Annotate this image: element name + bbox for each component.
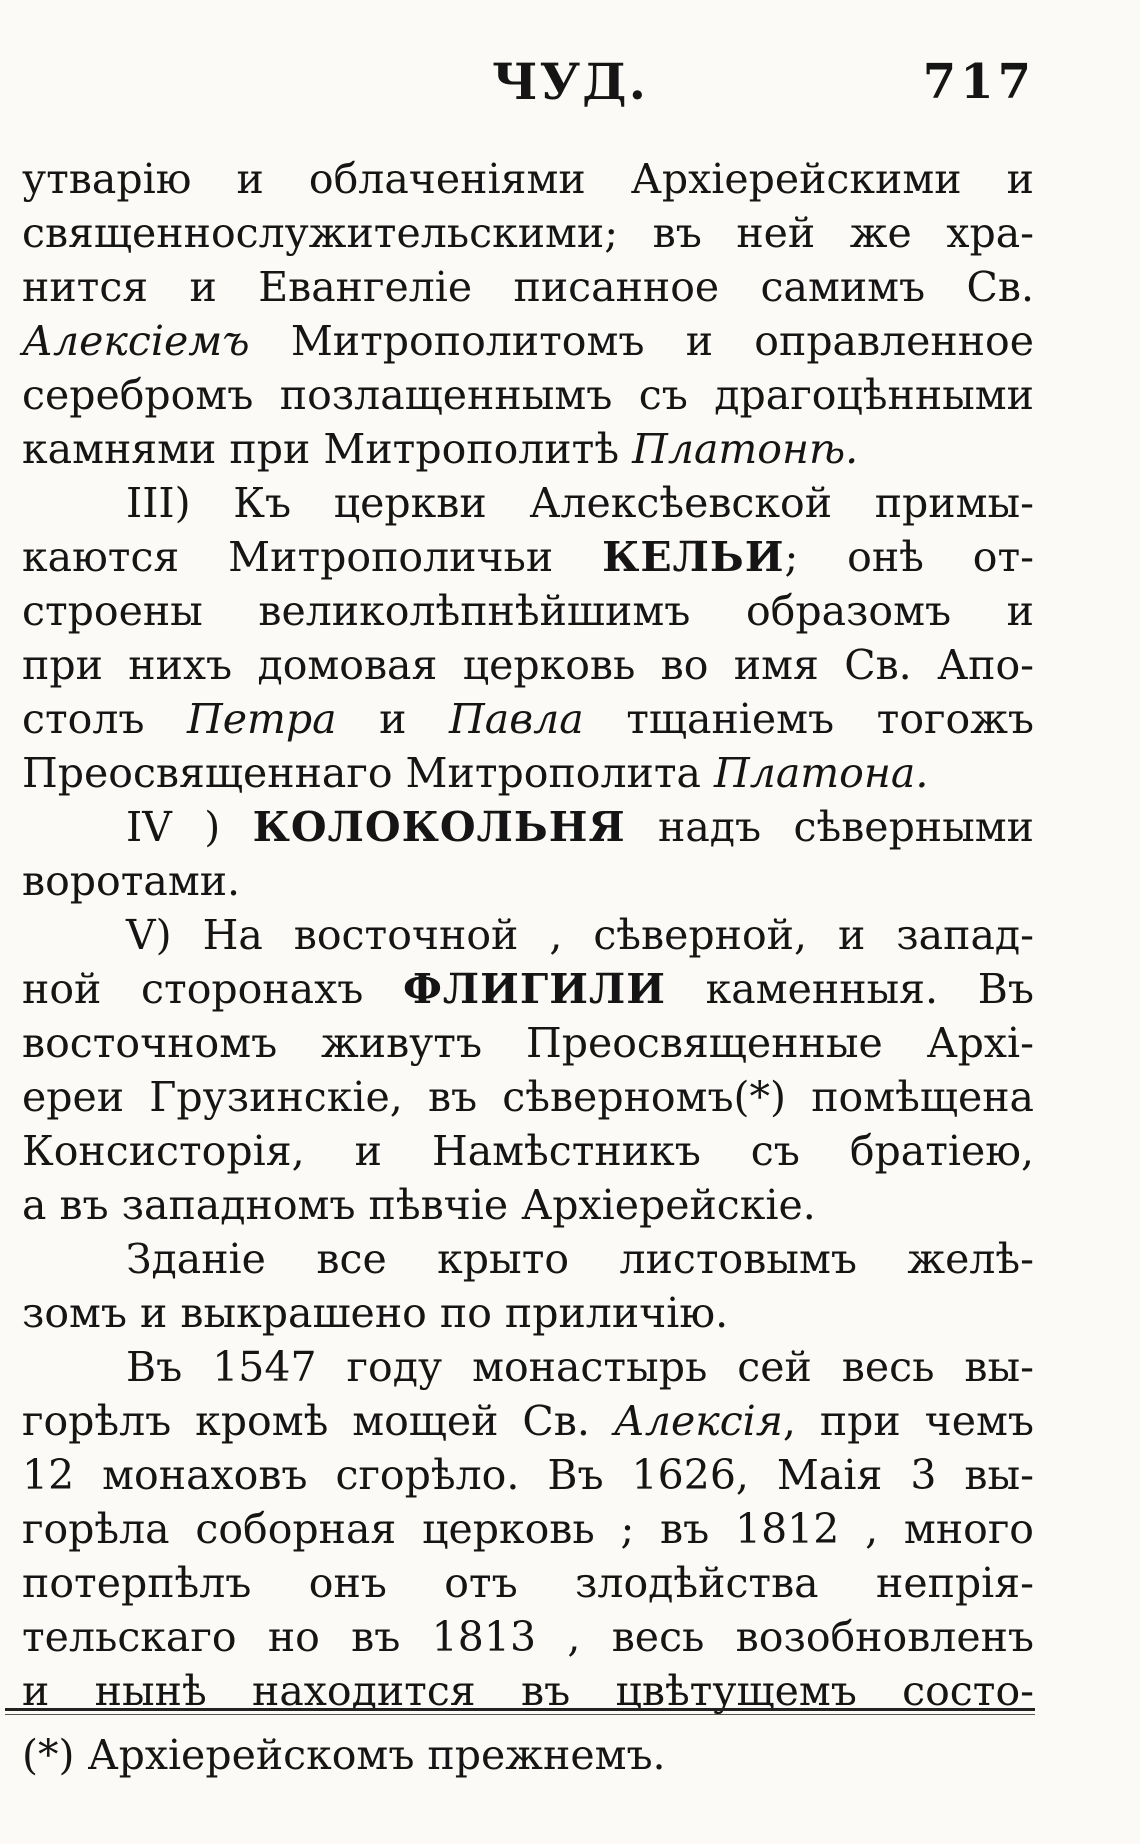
text-span: IV ) (126, 803, 253, 851)
text-line (22, 962, 1034, 1016)
text-line: Консисторія, и Намѣстникъ съ братіею, (22, 1127, 1034, 1175)
italic-name: Алексія (613, 1397, 783, 1445)
italic-name: Петра (187, 695, 337, 743)
text-line (22, 422, 1034, 476)
text-line: нится и Евангеліе писанное самимъ Св. (22, 263, 1034, 311)
text-span: Преосвященнаго Митрополита (22, 749, 714, 797)
text-line: 12 монаховъ сгорѣло. Въ 1626, Маія 3 вы- (22, 1451, 1034, 1499)
text-line: серебромъ позлащеннымъ съ драгоцѣнными (22, 371, 1034, 419)
text-line: строены великолѣпнѣйшимъ образомъ и (22, 587, 1034, 635)
text-line (22, 692, 1034, 746)
text-span: каются Митрополичьи (22, 533, 603, 581)
text-line: V) На восточной , сѣверной, и запад- (126, 911, 1034, 959)
footnote-rule (5, 1708, 1035, 1711)
text-line: Въ 1547 году монастырь сей весь вы- (126, 1343, 1034, 1391)
text-span: ной сторонахъ (22, 965, 404, 1013)
text-span: ; онѣ от- (784, 533, 1034, 581)
text-span: , при чемъ (782, 1397, 1034, 1445)
italic-name: Платонѣ. (632, 425, 859, 473)
text-line: и нынѣ находится въ цвѣтущемъ состо- (22, 1667, 1034, 1715)
text-span: камнями при Митрополитѣ (22, 425, 633, 473)
text-line: а въ западномъ пѣвчіе Архіерейскіе. (22, 1181, 816, 1229)
text-line: воротами. (22, 857, 241, 905)
italic-name: Алексіемъ (22, 317, 250, 365)
text-line: III) Къ церкви Алексѣевской примы- (126, 479, 1034, 527)
caps-heading: КЕЛЬИ (602, 533, 785, 581)
paragraph-5 (22, 1232, 1034, 1340)
text-line: при нихъ домовая церковь во имя Св. Апо- (22, 641, 1034, 689)
page-header (0, 38, 1140, 128)
text-line (22, 746, 1034, 800)
text-span: горѣлъ кромѣ мощей Св. (22, 1397, 614, 1445)
text-span: каменныя. Въ (665, 965, 1035, 1013)
text-line: зомъ и выкрашено по приличію. (22, 1289, 729, 1337)
text-span: надъ сѣверными (625, 803, 1034, 851)
text-line: ереи Грузинскіе, въ сѣверномъ(*) помѣщена (22, 1073, 1034, 1121)
text-line: потерпѣлъ онъ отъ злодѣйства непрія- (22, 1559, 1034, 1607)
text-line (22, 800, 1034, 854)
caps-heading: КОЛОКОЛЬНЯ (252, 803, 626, 851)
text-span: столъ (22, 695, 188, 743)
text-line (22, 1394, 1034, 1448)
text-line: восточномъ живутъ Преосвященные Архі- (22, 1019, 1034, 1067)
text-line: священнослужительскими; въ ней же хра- (22, 209, 1034, 257)
paragraph-2 (22, 476, 1034, 800)
text-line: горѣла соборная церковь ; въ 1812 , много (22, 1505, 1034, 1553)
text-span: и (336, 695, 450, 743)
text-line: утварію и облаченіями Архіерейскими и (22, 155, 1034, 203)
text-line (22, 314, 1034, 368)
paragraph-3 (22, 800, 1034, 908)
page-number: 717 (922, 54, 1035, 110)
caps-heading: ФЛИГИЛИ (403, 965, 666, 1013)
running-title: ЧУД. (491, 52, 649, 111)
text-span: Митрополитомъ и оправленное (249, 317, 1034, 365)
text-line: тельскаго но въ 1813 , весь возобновленъ (22, 1613, 1034, 1661)
text-line: Зданіе все крыто листовымъ желѣ- (126, 1235, 1034, 1283)
paragraph-1 (22, 152, 1034, 476)
footnote: (*) Архіерейскомъ прежнемъ. (22, 1731, 666, 1779)
footnote-rule-thin (5, 1714, 1035, 1715)
paragraph-6 (22, 1340, 1034, 1718)
body-text (22, 152, 1034, 1718)
text-span: тщаніемъ тогожъ (583, 695, 1034, 743)
text-line (22, 530, 1034, 584)
italic-name: Платона. (714, 749, 929, 797)
italic-name: Павла (449, 695, 584, 743)
paragraph-4 (22, 908, 1034, 1232)
